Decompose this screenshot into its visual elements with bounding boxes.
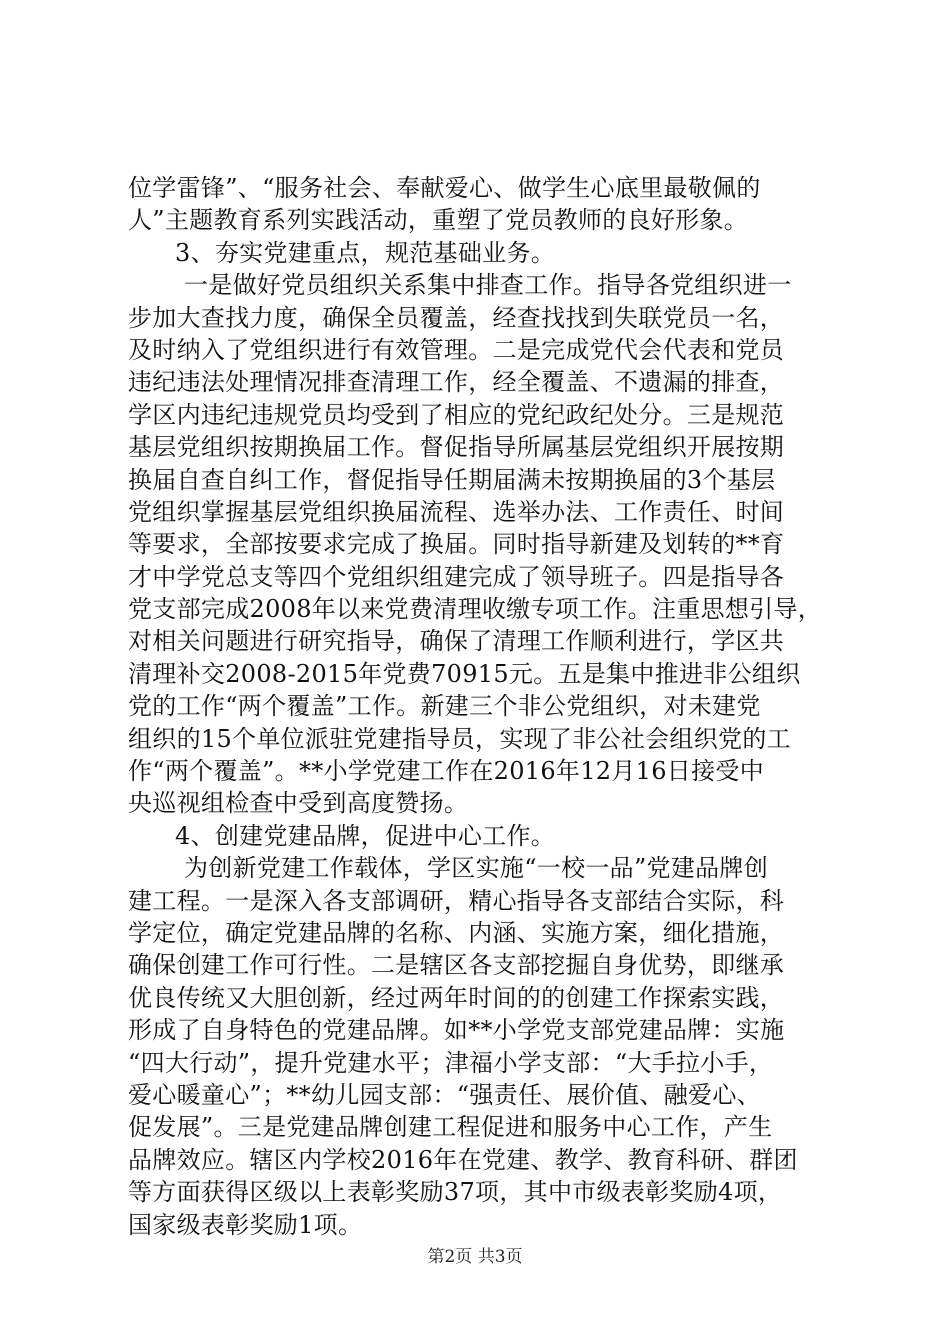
text-line: 清理补交2008-2015年党费70915元。五是集中推进非公组织 [128, 659, 801, 688]
text-line: 基层党组织按期换届工作。督促指导所属基层党组织开展按期 [128, 433, 785, 462]
text-line: 人”主题教育系列实践活动，重塑了党员教师的良好形象。 [128, 206, 749, 235]
text-line: 党组织掌握基层党组织换届流程、选举办法、工作责任、时间 [128, 497, 785, 526]
text-line: 对相关问题进行研究指导，确保了清理工作顺利进行，学区共 [128, 627, 785, 656]
text-line: 学区内违纪违规党员均受到了相应的党纪政纪处分。三是规范 [128, 400, 785, 429]
text-line: 爱心暖童心”；**幼儿园支部：“强责任、展价值、融爱心、 [128, 1080, 761, 1109]
text-line: 为创新党建工作载体，学区实施“一校一品”党建品牌创 [184, 854, 769, 883]
text-line: 组织的15个单位派驻党建指导员，实现了非公社会组织党的工 [128, 724, 791, 753]
text-line: 确保创建工作可行性。二是辖区各支部挖掘自身优势，即继承 [128, 951, 785, 980]
text-line: 党的工作“两个覆盖”工作。新建三个非公党组织，对未建党 [128, 692, 761, 721]
text-line: 形成了自身特色的党建品牌。如**小学党支部党建品牌：实施 [128, 1016, 785, 1045]
text-line: 党支部完成2008年以来党费清理收缴专项工作。注重思想引导， [128, 595, 823, 624]
text-line: 及时纳入了党组织进行有效管理。二是完成党代会代表和党员 [128, 335, 785, 364]
document-body [128, 172, 828, 1241]
text-line: 建工程。一是深入各支部调研，精心指导各支部结合实际，科 [128, 886, 785, 915]
text-line: 等要求，全部按要求完成了换届。同时指导新建及划转的**育 [128, 530, 785, 559]
text-line: 位学雷锋”、“服务社会、奉献爱心、做学生心底里最敬佩的 [128, 174, 761, 202]
text-line: 3、夯实党建重点，规范基础业务。 [175, 238, 556, 267]
text-line: 违纪违法处理情况排查清理工作，经全覆盖、不遗漏的排查， [128, 368, 785, 397]
text-line: 优良传统又大胆创新，经过两年时间的的创建工作探索实践， [128, 983, 785, 1012]
text-line: 步加大查找力度，确保全员覆盖，经查找找到失联党员一名， [128, 303, 785, 332]
text-line: 国家级表彰奖励1项。 [128, 1210, 363, 1239]
text-line: 品牌效应。辖区内学校2016年在党建、教学、教育科研、群团 [128, 1145, 798, 1174]
text-line: 换届自查自纠工作，督促指导任期届满未按期换届的3个基层 [128, 465, 776, 494]
text-line: 一是做好党员组织关系集中排查工作。指导各党组织进一 [184, 271, 792, 300]
text-line: 等方面获得区级以上表彰奖励37项，其中市级表彰奖励4项， [128, 1178, 783, 1207]
text-line: 促发展”。三是党建品牌创建工程促进和服务中心工作，产生 [128, 1113, 773, 1142]
text-line: 央巡视组检查中受到高度赞扬。 [128, 789, 469, 818]
page-footer: 第2页 共3页 [427, 1247, 523, 1267]
text-line: “四大行动”，提升党建水平；津福小学支部：“大手拉小手， [128, 1048, 774, 1077]
text-line: 才中学党总支等四个党组织组建完成了领导班子。四是指导各 [128, 562, 785, 591]
text-line: 作“两个覆盖”。**小学党建工作在2016年12月16日接受中 [128, 757, 764, 786]
text-line: 4、创建党建品牌，促进中心工作。 [175, 821, 556, 850]
text-line: 学定位，确定党建品牌的名称、内涵、实施方案，细化措施， [128, 918, 785, 947]
